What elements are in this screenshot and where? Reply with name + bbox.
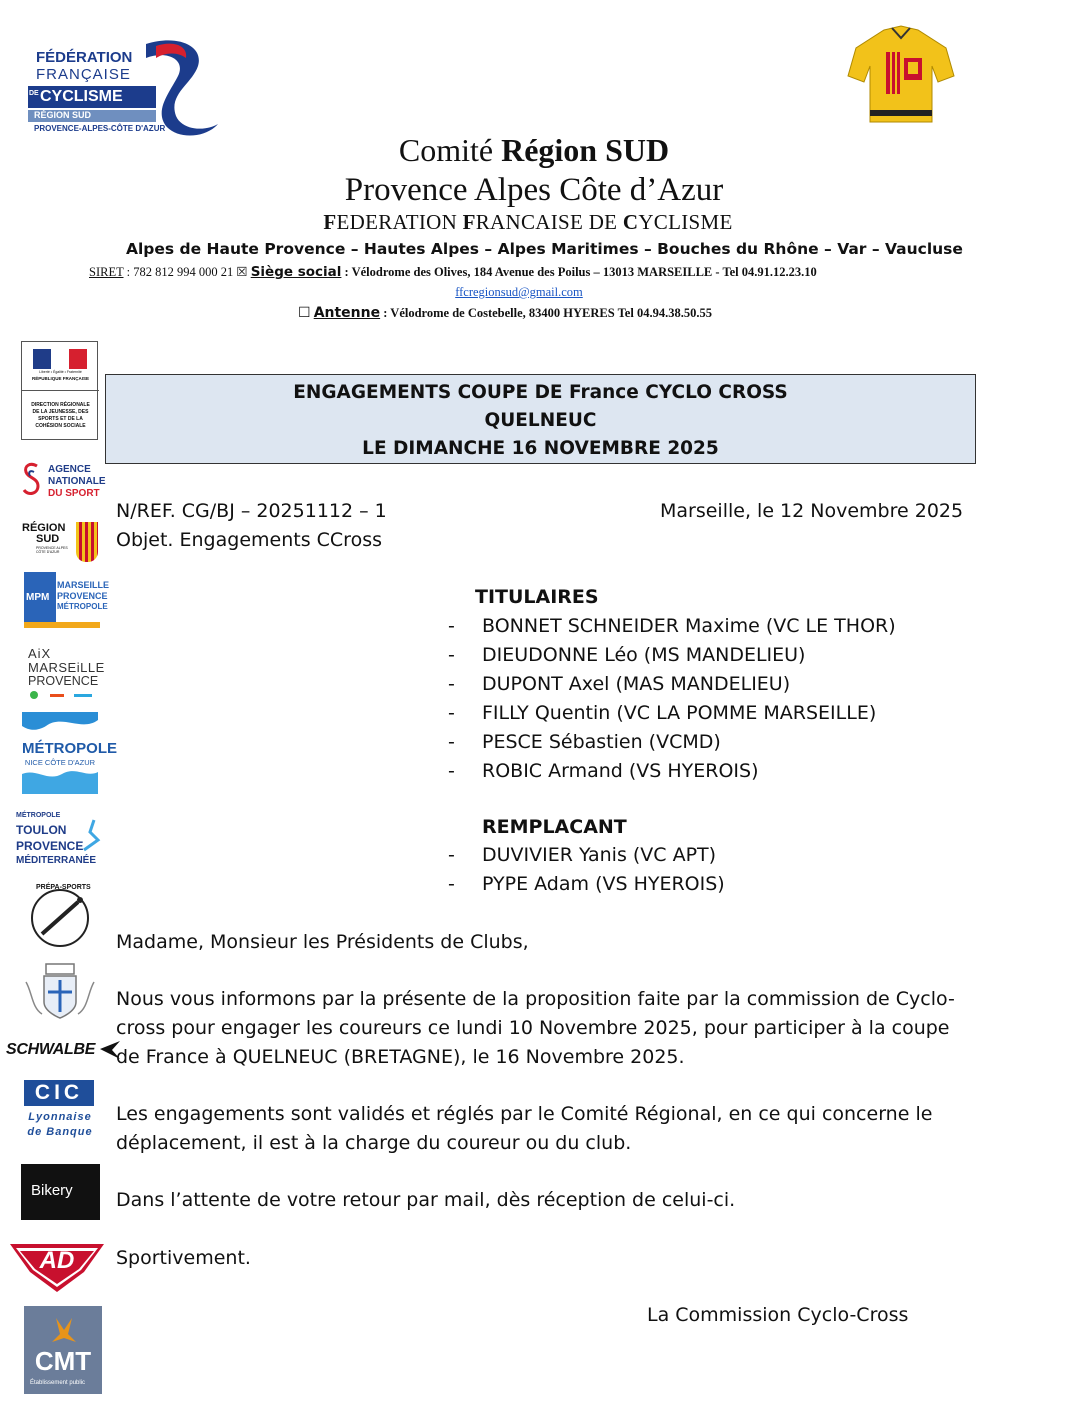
title-line2: QUELNEUC [484, 410, 597, 431]
federation-title [0, 209, 1062, 235]
republique-name: RÉPUBLIQUE FRANÇAISE [31, 376, 89, 381]
committee-title [0, 130, 1068, 170]
region-sud-line2: SUD [36, 533, 60, 545]
bullet-dash: - [448, 844, 455, 866]
schwalbe-text: SCHWALBE [6, 1041, 96, 1058]
list-item [0, 641, 1068, 670]
letter-date: Marseille, le 12 Novembre 2025 [660, 500, 964, 522]
nice-line2: NICE CÔTE D'AZUR [24, 758, 96, 767]
mpm-badge: MPM [26, 592, 50, 603]
ffc-line4: RÉGION SUD [34, 110, 92, 120]
title-box [105, 374, 976, 464]
letter-object: Objet. Engagements CCross [116, 529, 382, 551]
cic-line1: Lyonnaise [28, 1111, 92, 1123]
list-item [0, 699, 1068, 728]
reference: N/REF. CG/BJ – 20251112 – 1 [116, 500, 387, 522]
departments-line: Alpes de Haute Provence – Hautes Alpes – Alpes Maritimes – Bouches du Rhône – Var – Vaucluse [126, 240, 963, 258]
region-sud-line3: PROVENCE ALPES CÔTE D'AZUR [36, 546, 68, 554]
region-sud-crest-icon [76, 522, 98, 562]
bullet-dash: - [448, 731, 455, 753]
federation-word2: RANCAISE DE [475, 210, 623, 234]
list-item [0, 612, 1068, 641]
toulon-line1: MÉTROPOLE [16, 812, 61, 819]
federation-initial-f2: F [462, 210, 476, 234]
republique-francaise-logo [21, 341, 98, 440]
siege-label: Siège social [250, 264, 342, 280]
list-item [0, 670, 1068, 699]
rider-name: ROBIC Armand (VS HYEROIS) [482, 760, 759, 782]
paragraph-payment: Les engagements sont validés et réglés par le Comité Régional, en ce qui concerne le déplacement, il est à la charge du coureur ou du club. [116, 1103, 933, 1154]
toulon-line2: TOULON [16, 823, 67, 837]
ffc-line5: PROVENCE-ALPES-CÔTE D'AZUR [34, 124, 166, 133]
ans-logo [22, 460, 106, 500]
paragraph-proposal: Nous vous informons par la présente de la proposition faite par la commission de Cyclo-cross pour engager les coureurs ce lundi 10 Novembre 2025, pour participer à la coupe de France à QUELNEUC (BRETAGNE), le 16 Novembre 2025. [116, 988, 955, 1068]
rider-name: PESCE Sébastien (VCMD) [482, 731, 721, 753]
antenne-label: Antenne [313, 305, 381, 321]
siret-line [89, 263, 989, 281]
list-item [0, 728, 1068, 757]
signature: La Commission Cyclo-Cross [647, 1304, 909, 1326]
list-item [0, 870, 1068, 899]
antenne-checkbox-icon: ☐ [298, 305, 311, 321]
bullet-dash: - [448, 673, 455, 695]
cic-line2: de Banque [27, 1126, 93, 1138]
aix-line3: PROVENCE [28, 674, 99, 688]
cic-badge: CIC [34, 1081, 84, 1104]
aix-line2: MARSEiLLE [28, 660, 105, 675]
mpm-line1: MARSEILLE [57, 580, 110, 590]
ffc-line1: FÉDÉRATION [36, 49, 133, 66]
closing: Sportivement. [116, 1247, 251, 1269]
ad-text: AD [39, 1247, 75, 1274]
schwalbe-logo [6, 1038, 116, 1064]
bikery-logo [21, 1164, 100, 1220]
siege-checkbox-icon: ☒ [236, 264, 248, 279]
bikery-text: Bikery [31, 1182, 73, 1199]
ans-line1: AGENCE [48, 464, 91, 475]
region-title: Provence Alpes Côte d’Azur [344, 172, 724, 208]
remplacant-heading: REMPLACANT [482, 816, 627, 838]
city-crest-logo [22, 962, 98, 1024]
flag-icon [33, 349, 87, 369]
ffc-line2: FRANÇAISE [36, 66, 131, 83]
cic-logo [22, 1078, 98, 1142]
federation-word1: EDERATION [336, 210, 463, 234]
bullet-dash: - [448, 644, 455, 666]
antenne-value: : Vélodrome de Costebelle, 83400 HYERES Tel 04.94.38.50.55 [380, 306, 712, 320]
ans-line3: DU SPORT [48, 488, 100, 499]
title-line3: LE DIMANCHE 16 NOVEMBRE 2025 [362, 438, 719, 459]
list-item [0, 841, 1068, 870]
nice-line1: MÉTROPOLE [22, 740, 118, 757]
mpm-line3: MÉTROPOLE [57, 602, 108, 611]
email-link[interactable]: ffcregionsud@gmail.com [455, 285, 583, 299]
crest-icon [22, 962, 98, 1024]
aix-line1: AiX [28, 646, 52, 661]
titulaires-list [0, 612, 1068, 786]
siege-value: : Vélodrome des Olives, 184 Avenue des Poilus – 13013 MARSEILLE - Tel 04.91.12.23.10 [341, 265, 817, 279]
jersey-image [846, 22, 956, 126]
region-sud-line1: RÉGION [22, 522, 66, 534]
cmt-emblem-icon [52, 1316, 76, 1344]
list-item [0, 757, 1068, 786]
ad-logo [10, 1242, 104, 1294]
federation-word3: YCLISME [638, 210, 733, 234]
ffc-line3: CYCLISME [40, 88, 123, 105]
paragraph-reply: Dans l’attente de votre retour par mail, dès réception de celui-ci. [116, 1189, 736, 1211]
siret-value: : 782 812 994 000 21 [123, 265, 237, 279]
title-line1: ENGAGEMENTS COUPE DE France CYCLO CROSS [293, 382, 788, 403]
ans-line2: NATIONALE [48, 476, 106, 487]
ffc-prefix: DE [29, 90, 39, 97]
region-sud-logo [22, 520, 102, 566]
antenne-line [298, 304, 898, 322]
rider-name: BONNET SCHNEIDER Maxime (VC LE THOR) [482, 615, 896, 637]
rider-name: DUVIVIER Yanis (VC APT) [482, 844, 717, 866]
bullet-dash: - [448, 760, 455, 782]
cmt-text: CMT [34, 1346, 92, 1376]
bullet-dash: - [448, 615, 455, 637]
ffc-logo [28, 36, 220, 140]
committee-title-prefix: Comité [398, 132, 502, 168]
siret-label: SIRET [89, 265, 124, 279]
rider-name: PYPE Adam (VS HYEROIS) [482, 873, 725, 895]
toulon-line4: MÉDITERRANÉE [16, 855, 97, 866]
titulaires-heading: TITULAIRES [475, 586, 599, 608]
mpm-line2: PROVENCE [57, 591, 108, 601]
bullet-dash: - [448, 873, 455, 895]
rider-name: FILLY Quentin (VC LA POMME MARSEILLE) [482, 702, 877, 724]
cmt-logo [24, 1306, 102, 1394]
toulon-line3: PROVENCE [16, 839, 84, 853]
prepa-sports-text: PRÉPA-SPORTS [36, 884, 91, 891]
federation-initial-c: C [622, 210, 639, 234]
jersey-icon [846, 22, 956, 126]
federation-initial-f1: F [323, 210, 337, 234]
bullet-dash: - [448, 702, 455, 724]
republique-motto: Liberté • Égalité • Fraternité [39, 370, 82, 374]
rider-name: DIEUDONNE Léo (MS MANDELIEU) [482, 644, 806, 666]
cmt-sub: Établissement public [30, 1380, 86, 1386]
rider-name: DUPONT Axel (MAS MANDELIEU) [482, 673, 791, 695]
drjscs-text: DIRECTION RÉGIONALE DE LA JEUNESSE, DES SPORTS ET DE LA COHÉSION SOCIALE [31, 402, 90, 429]
salutation: Madame, Monsieur les Présidents de Clubs, [116, 931, 529, 953]
remplacants-list [0, 841, 1068, 899]
committee-title-bold: Région SUD [501, 132, 670, 168]
ans-s-icon [22, 460, 42, 500]
